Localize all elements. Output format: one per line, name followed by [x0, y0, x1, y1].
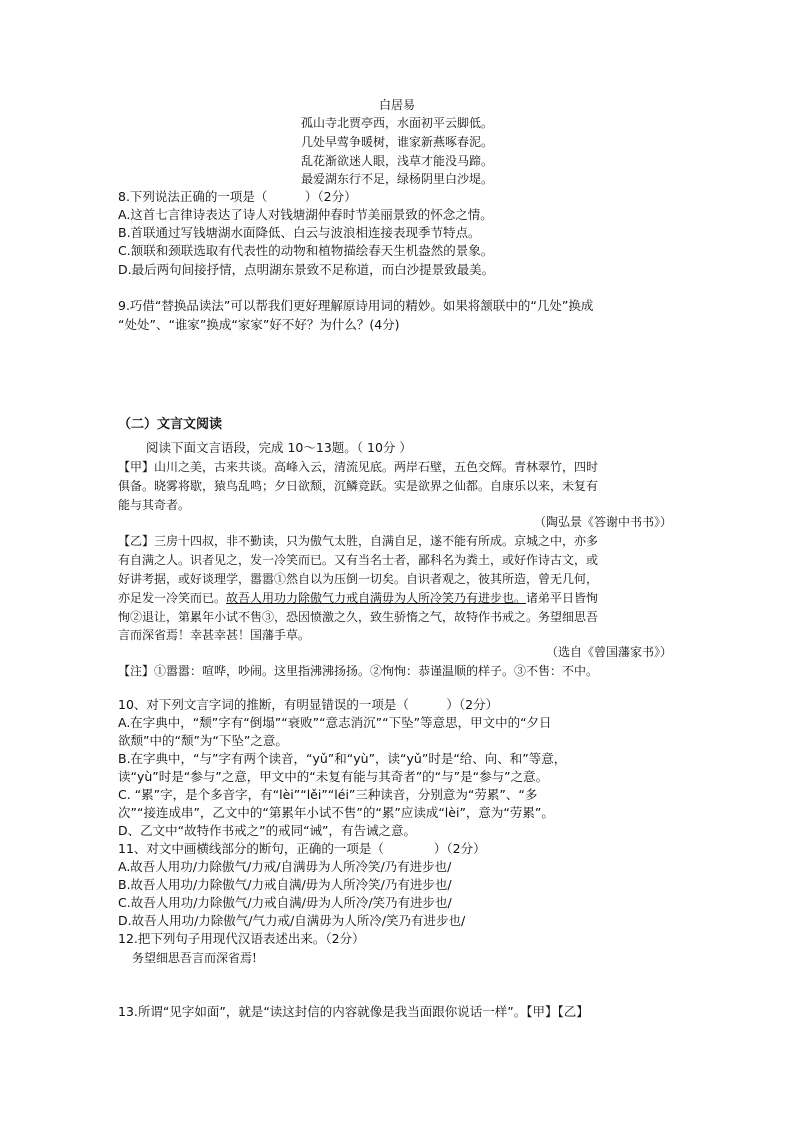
question-8-stem: 8.下列说法正确的一项是（ ）（2分） — [118, 189, 357, 204]
passage-yi-text: 诸弟平日皆恂 — [526, 591, 599, 605]
question-10-stem: 10、对下列文言字词的推断，有明显错误的一项是（ ）（2分） — [118, 697, 499, 712]
passage-yi-source: （选自《曾国藩家书》） — [545, 645, 672, 659]
question-13-line: 13.所谓“见字如面”，就是“读这封信的内容就像是我当面跟你说话一样”。【甲】【乙】 — [118, 1004, 589, 1019]
passage-jia-line: 能与其奇者。 — [118, 498, 191, 512]
question-12-stem: 12.把下列句子用现代汉语表述出来。（2分） — [118, 931, 365, 946]
passage-jia-line: 俱备。晓雾将歇，猿鸟乱鸣；夕日欲颓，沉鳞竞跃。实是欲界之仙都。自康乐以来，未复有 — [118, 479, 599, 493]
question-8-option-b: B.首联通过写钱塘湖水面降低、白云与波浪相连接表现季节特点。 — [118, 225, 481, 240]
passage-yi-line: 有自满之人。识者见之，发一冷笑而已。又有当名士者，鄙科名为粪土，或好作诗古文，或 — [118, 553, 599, 567]
question-8-option-a: A.这首七言律诗表达了诗人对钱塘湖仲春时节美丽景致的怀念之情。 — [118, 207, 493, 222]
passage-yi-line — [118, 589, 598, 607]
question-8-option-c: C.颔联和颈联选取有代表性的动物和植物描绘春天生机盎然的景象。 — [118, 243, 494, 258]
question-9-line: “处处”、“谁家”换成“家家”好不好？为什么？(4分) — [118, 317, 400, 332]
passage-yi-line: 恂②退让，第累年小试不售③，恐因愤激之久，致生骄惰之气，故特作书戒之。务望细思吾 — [118, 610, 599, 624]
question-11-option-b: B.故吾人用功/力除傲气/力戒自满/毋为人所冷笑/乃有进步也/ — [118, 877, 452, 892]
question-11-stem: 11、对文中画横线部分的断句，正确的一项是（ ）（2分） — [118, 841, 486, 856]
question-11-option-a: A.故吾人用功/力除傲气/力戒/自满毋为人所冷笑/乃有进步也/ — [118, 859, 452, 874]
question-10-line: C. “累”字，是个多音字，有“lèi”“lěi”“léi”三种读音，分别意为“劳累”、“多 — [118, 787, 538, 802]
section-heading: （二）文言文阅读 — [118, 417, 223, 432]
poem-line: 几处早莺争暖树，谁家新燕啄春泥。 — [300, 135, 493, 149]
question-10-line: B.在字典中，“与”字有两个读音，“yǔ”和“yù”，读“yǔ”时是“给、向、和”等意， — [118, 751, 567, 766]
question-9-line: 9.巧借“替换品读法”可以帮我们更好理解原诗用词的精妙。如果将颔联中的“几处”换成 — [118, 298, 594, 313]
question-8-option-d: D.最后两句间接抒情，点明湖东景致不足称道，而白沙提景致最美。 — [118, 262, 495, 277]
question-10-line: A.在字典中，“颓”字有“倒塌”“衰败”“意志消沉”“下坠”等意思，甲文中的“夕日 — [118, 715, 552, 730]
question-11-option-d: D.故吾人用功/力除傲气/气力戒/自满毋为人所冷/笑乃有进步也/ — [118, 913, 466, 928]
passage-yi-line: 言而深省焉！幸甚幸甚！国藩手草。 — [118, 628, 311, 642]
passage-yi-line: 【乙】三房十四叔，非不勤读，只为傲气太胜，自满自足，遂不能有所成。京城之中，亦多 — [118, 534, 599, 548]
question-11-option-c: C.故吾人用功/力除傲气/力戒自满/毋为人所冷/笑乃有进步也/ — [118, 895, 452, 910]
section-intro: 阅读下面文言语段，完成 10～13题。（ 10分 ） — [146, 440, 412, 455]
passage-jia-source: （陶弘景《答谢中书书》） — [533, 515, 672, 529]
poem-line: 孤山寺北贾亭西，水面初平云脚低。 — [300, 116, 493, 130]
question-10-line: 读“yù”时是“参与”之意，甲文中的“未复有能与其奇者”的“与”是“参与”之意。 — [118, 769, 549, 784]
passage-yi-line: 好讲考据，或好谈理学，嚣嚣①然自以为压倒一切矣。自识者观之，彼其所造，曾无几何， — [118, 572, 599, 586]
passage-notes: 【注】①嚣嚣：喧哗，吵闹。这里指沸沸扬扬。②恂恂：恭谨温顺的样子。③不售：不中。 — [118, 664, 599, 678]
passage-yi-text: 亦足发一冷笑而已。 — [118, 591, 227, 605]
question-12-sentence: 务望细思吾言而深省焉! — [132, 951, 257, 965]
question-10-line: 欲颓”中的“颓”为“下坠”之意。 — [118, 733, 288, 748]
poem-author: 白居易 — [378, 98, 415, 112]
poem-line: 乱花渐欲迷人眼，浅草才能没马蹄。 — [300, 154, 493, 168]
passage-jia-line: 【甲】山川之美，古来共谈。高峰入云，清流见底。两岸石壁，五色交辉。青林翠竹，四时 — [118, 460, 599, 474]
underlined-sentence: 故吾人用功力除傲气力戒自满毋为人所冷笑乃有进步也。 — [226, 591, 527, 605]
poem-line: 最爱湖东行不足，绿杨阴里白沙堤。 — [300, 172, 493, 186]
question-10-line: D、乙文中“故特作书戒之”的戒同“诫”，有告诫之意。 — [118, 823, 417, 838]
question-10-line: 次”“接连成串”，乙文中的“第累年小试不售”的“累”应读成“lèi”，意为“劳累”。 — [118, 805, 554, 820]
